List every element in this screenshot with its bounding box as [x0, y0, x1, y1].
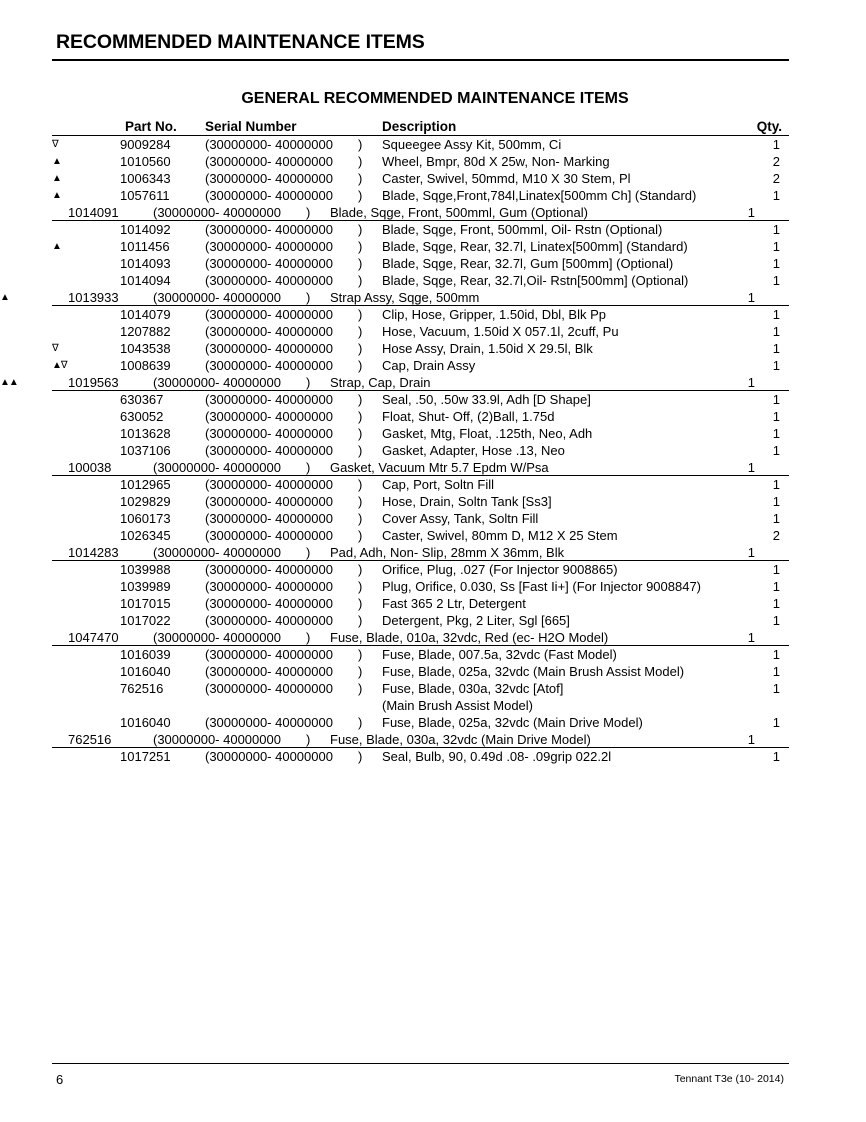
table-row — [0, 493, 866, 510]
serial-range: (30000000- 40000000 — [205, 715, 333, 730]
symbol-marker: ▲∇ — [52, 360, 67, 371]
table-row — [0, 391, 866, 408]
quantity: 1 — [747, 545, 755, 560]
symbol-marker: ∇ — [52, 139, 58, 150]
part-description: Blade, Sqge, Front, 500mml, Oil- Rstn (Optional) — [382, 222, 663, 237]
serial-range-close: ) — [358, 562, 363, 577]
table-row — [0, 187, 866, 204]
symbol-marker: ▲ — [52, 190, 61, 201]
part-number: 1014093 — [120, 256, 171, 271]
serial-range-close: ) — [358, 443, 363, 458]
serial-range-close: ) — [358, 596, 363, 611]
table-row — [0, 748, 866, 765]
part-description: Fuse, Blade, 030a, 32vdc (Main Drive Model) — [330, 732, 591, 747]
serial-range-close: ) — [358, 188, 363, 203]
serial-range-close: ) — [358, 137, 363, 152]
serial-range: (30000000- 40000000 — [153, 545, 281, 560]
quantity: 1 — [772, 341, 780, 356]
serial-range-close: ) — [358, 477, 363, 492]
serial-range-close: ) — [358, 324, 363, 339]
part-description: Fuse, Blade, 010a, 32vdc, Red (ec- H2O Model) — [330, 630, 609, 645]
part-description: Fuse, Blade, 025a, 32vdc (Main Brush Assist Model) — [382, 664, 685, 679]
serial-range: (30000000- 40000000 — [153, 630, 281, 645]
part-number: 1014283 — [68, 545, 119, 560]
part-number: 1039988 — [120, 562, 171, 577]
part-description: Cap, Port, Soltn Fill — [382, 477, 494, 492]
table-row — [0, 408, 866, 425]
serial-range: (30000000- 40000000 — [205, 749, 333, 764]
quantity: 1 — [772, 137, 780, 152]
part-number: 1043538 — [120, 341, 171, 356]
serial-range: (30000000- 40000000 — [205, 443, 333, 458]
part-description: Blade, Sqge, Rear, 32.7l, Linatex[500mm] (Standard) — [382, 239, 688, 254]
part-number: 1016039 — [120, 647, 171, 662]
serial-range: (30000000- 40000000 — [205, 613, 333, 628]
document-info: Tennant T3e (10- 2014) — [674, 1073, 784, 1085]
part-description: Orifice, Plug, .027 (For Injector 9008865) — [382, 562, 618, 577]
serial-range-close: ) — [358, 154, 363, 169]
part-description: Fuse, Blade, 030a, 32vdc [Atof] (Main Brush Assist Model) — [382, 681, 564, 713]
quantity: 1 — [772, 664, 780, 679]
part-description: Plug, Orifice, 0.030, Ss [Fast Ii+] (For Injector 9008847) — [382, 579, 702, 594]
quantity: 1 — [772, 681, 780, 696]
quantity: 1 — [747, 205, 755, 220]
part-description: Gasket, Adapter, Hose .13, Neo — [382, 443, 565, 458]
serial-range: (30000000- 40000000 — [205, 171, 333, 186]
serial-range: (30000000- 40000000 — [205, 307, 333, 322]
part-number: 1057611 — [120, 188, 170, 203]
quantity: 1 — [772, 426, 780, 441]
table-row — [0, 153, 866, 170]
serial-range: (30000000- 40000000 — [205, 647, 333, 662]
symbol-marker: ▲ — [52, 241, 61, 252]
part-number: 1012965 — [120, 477, 171, 492]
serial-range-close: ) — [358, 749, 363, 764]
quantity: 1 — [747, 460, 755, 475]
serial-range: (30000000- 40000000 — [153, 290, 281, 305]
part-description: Hose Assy, Drain, 1.50id X 29.5l, Blk — [382, 341, 593, 356]
serial-range: (30000000- 40000000 — [205, 188, 333, 203]
serial-range: (30000000- 40000000 — [205, 681, 333, 696]
part-number: 1006343 — [120, 171, 171, 186]
part-description: Detergent, Pkg, 2 Liter, Sgl [665] — [382, 613, 570, 628]
part-number: 1014091 — [68, 205, 119, 220]
page-number: 6 — [56, 1072, 64, 1087]
table-header — [0, 119, 866, 135]
serial-range: (30000000- 40000000 — [205, 477, 333, 492]
part-description: Blade, Sqge, Rear, 32.7l,Oil- Rstn[500mm] (Optional) — [382, 273, 689, 288]
serial-range: (30000000- 40000000 — [205, 341, 333, 356]
section-title: GENERAL RECOMMENDED MAINTENANCE ITEMS — [241, 90, 629, 107]
part-number: 1013933 — [68, 290, 119, 305]
quantity: 1 — [747, 375, 755, 390]
table-row — [0, 612, 866, 629]
serial-range-close: ) — [306, 375, 311, 390]
serial-range-close: ) — [358, 273, 363, 288]
table-row — [0, 680, 866, 714]
quantity: 1 — [772, 256, 780, 271]
serial-range-close: ) — [358, 664, 363, 679]
table-row — [0, 238, 866, 255]
footer-divider — [52, 1063, 789, 1064]
table-row — [0, 578, 866, 595]
table-row — [0, 476, 866, 493]
serial-range-close: ) — [306, 732, 311, 747]
serial-range-close: ) — [358, 613, 363, 628]
part-number: 1010560 — [120, 154, 171, 169]
serial-range: (30000000- 40000000 — [205, 426, 333, 441]
column-header-part-no: Part No. — [125, 119, 177, 134]
quantity: 1 — [772, 579, 780, 594]
part-description: Seal, .50, .50w 33.9l, Adh [D Shape] — [382, 392, 591, 407]
part-description: Blade, Sqge, Rear, 32.7l, Gum [500mm] (Optional) — [382, 256, 674, 271]
serial-range-close: ) — [358, 358, 363, 373]
symbol-marker: ▲ — [52, 173, 61, 184]
column-header-serial-number: Serial Number — [205, 119, 297, 134]
part-number: 1016040 — [120, 664, 171, 679]
quantity: 1 — [772, 613, 780, 628]
serial-range-close: ) — [358, 256, 363, 271]
table-row — [0, 714, 866, 731]
serial-range: (30000000- 40000000 — [205, 154, 333, 169]
quantity: 1 — [747, 732, 755, 747]
part-number: 1014092 — [120, 222, 171, 237]
symbol-marker: ▲▲ — [0, 377, 18, 388]
part-number: 1016040 — [120, 715, 171, 730]
serial-range-close: ) — [358, 171, 363, 186]
table-row — [52, 544, 789, 561]
serial-range: (30000000- 40000000 — [205, 596, 333, 611]
serial-range: (30000000- 40000000 — [153, 460, 281, 475]
table-row — [0, 272, 866, 289]
table-row — [52, 629, 789, 646]
serial-range-close: ) — [358, 409, 363, 424]
quantity: 1 — [772, 222, 780, 237]
quantity: 1 — [772, 358, 780, 373]
quantity: 1 — [772, 494, 780, 509]
part-description: Fuse, Blade, 007.5a, 32vdc (Fast Model) — [382, 647, 617, 662]
serial-range: (30000000- 40000000 — [205, 579, 333, 594]
serial-range: (30000000- 40000000 — [205, 222, 333, 237]
quantity: 1 — [772, 273, 780, 288]
quantity: 1 — [772, 409, 780, 424]
part-description: Gasket, Mtg, Float, .125th, Neo, Adh — [382, 426, 593, 441]
table-row — [52, 204, 789, 221]
part-number: 1017251 — [120, 749, 171, 764]
part-description: Hose, Drain, Soltn Tank [Ss3] — [382, 494, 552, 509]
part-number: 1029829 — [120, 494, 171, 509]
serial-range-close: ) — [306, 630, 311, 645]
serial-range-close: ) — [306, 290, 311, 305]
part-number: 630052 — [120, 409, 164, 424]
symbol-marker: ▲ — [0, 292, 9, 303]
title-divider — [52, 59, 789, 61]
table-row — [0, 663, 866, 680]
part-description: Strap Assy, Sqge, 500mm — [330, 290, 480, 305]
table-row — [0, 527, 866, 544]
table-row — [0, 170, 866, 187]
table-row — [0, 221, 866, 238]
part-number: 1037106 — [120, 443, 171, 458]
table-row — [0, 561, 866, 578]
part-number: 1008639 — [120, 358, 171, 373]
quantity: 1 — [747, 630, 755, 645]
serial-range-close: ) — [358, 715, 363, 730]
serial-range-close: ) — [358, 392, 363, 407]
part-description: Fuse, Blade, 025a, 32vdc (Main Drive Model) — [382, 715, 643, 730]
part-number: 9009284 — [120, 137, 171, 152]
part-description: Pad, Adh, Non- Slip, 28mm X 36mm, Blk — [330, 545, 565, 560]
serial-range-close: ) — [358, 579, 363, 594]
symbol-marker: ∇ — [52, 343, 58, 354]
serial-range-close: ) — [306, 460, 311, 475]
serial-range-close: ) — [306, 205, 311, 220]
quantity: 1 — [772, 307, 780, 322]
serial-range: (30000000- 40000000 — [205, 664, 333, 679]
serial-range-close: ) — [358, 307, 363, 322]
quantity: 2 — [772, 528, 780, 543]
serial-range-close: ) — [358, 239, 363, 254]
part-description: Blade, Sqge, Front, 500mml, Gum (Optional) — [330, 205, 588, 220]
serial-range-close: ) — [358, 222, 363, 237]
part-description: Cap, Drain Assy — [382, 358, 476, 373]
part-description: Strap, Cap, Drain — [330, 375, 431, 390]
serial-range: (30000000- 40000000 — [205, 273, 333, 288]
part-description: Caster, Swivel, 80mm D, M12 X 25 Stem — [382, 528, 618, 543]
serial-range-close: ) — [358, 528, 363, 543]
table-row — [0, 442, 866, 459]
part-description: Cover Assy, Tank, Soltn Fill — [382, 511, 539, 526]
serial-range: (30000000- 40000000 — [205, 392, 333, 407]
serial-range: (30000000- 40000000 — [205, 358, 333, 373]
serial-range: (30000000- 40000000 — [205, 511, 333, 526]
column-header-description: Description — [382, 119, 457, 134]
part-description: Wheel, Bmpr, 80d X 25w, Non- Marking — [382, 154, 610, 169]
part-number: 1047470 — [68, 630, 119, 645]
part-description: Caster, Swivel, 50mmd, M10 X 30 Stem, Pl — [382, 171, 631, 186]
part-number: 762516 — [68, 732, 112, 747]
table-row — [0, 255, 866, 272]
serial-range: (30000000- 40000000 — [205, 494, 333, 509]
serial-range: (30000000- 40000000 — [205, 239, 333, 254]
serial-range: (30000000- 40000000 — [205, 409, 333, 424]
quantity: 1 — [772, 562, 780, 577]
part-description: Seal, Bulb, 90, 0.49d .08- .09grip 022.2l — [382, 749, 612, 764]
quantity: 1 — [772, 715, 780, 730]
part-number: 630367 — [120, 392, 164, 407]
part-description: Clip, Hose, Gripper, 1.50id, Dbl, Blk Pp — [382, 307, 606, 322]
part-description: Gasket, Vacuum Mtr 5.7 Epdm W/Psa — [330, 460, 549, 475]
part-number: 1013628 — [120, 426, 171, 441]
part-description: Hose, Vacuum, 1.50id X 057.1l, 2cuff, Pu — [382, 324, 619, 339]
quantity: 1 — [772, 443, 780, 458]
table-row — [0, 340, 866, 357]
quantity: 1 — [747, 290, 755, 305]
table-row — [0, 136, 866, 153]
table-row — [0, 646, 866, 663]
serial-range: (30000000- 40000000 — [205, 324, 333, 339]
serial-range-close: ) — [358, 426, 363, 441]
quantity: 1 — [772, 749, 780, 764]
serial-range: (30000000- 40000000 — [205, 562, 333, 577]
part-description: Float, Shut- Off, (2)Ball, 1.75d — [382, 409, 555, 424]
quantity: 1 — [772, 647, 780, 662]
table-row — [52, 731, 789, 748]
table-row — [0, 306, 866, 323]
part-number: 1207882 — [120, 324, 171, 339]
quantity: 1 — [772, 392, 780, 407]
quantity: 1 — [772, 188, 780, 203]
serial-range-close: ) — [358, 341, 363, 356]
serial-range: (30000000- 40000000 — [153, 732, 281, 747]
serial-range-close: ) — [358, 647, 363, 662]
part-number: 1017022 — [120, 613, 171, 628]
parts-table — [0, 136, 866, 765]
serial-range-close: ) — [358, 494, 363, 509]
serial-range-close: ) — [358, 511, 363, 526]
part-number: 100038 — [68, 460, 112, 475]
quantity: 2 — [772, 154, 780, 169]
table-row — [0, 374, 789, 391]
part-number: 1039989 — [120, 579, 171, 594]
part-description: Squeegee Assy Kit, 500mm, Ci — [382, 137, 562, 152]
part-number: 1060173 — [120, 511, 171, 526]
table-row — [0, 510, 866, 527]
serial-range-close: ) — [306, 545, 311, 560]
serial-range-close: ) — [358, 681, 363, 696]
quantity: 2 — [772, 171, 780, 186]
quantity: 1 — [772, 596, 780, 611]
part-number: 1014079 — [120, 307, 171, 322]
part-number: 1017015 — [120, 596, 171, 611]
part-number: 762516 — [120, 681, 164, 696]
table-row — [0, 425, 866, 442]
symbol-marker: ▲ — [52, 156, 61, 167]
table-row — [52, 459, 789, 476]
page-title: RECOMMENDED MAINTENANCE ITEMS — [56, 31, 425, 53]
column-header-qty: Qty. — [756, 119, 782, 134]
serial-range: (30000000- 40000000 — [205, 528, 333, 543]
quantity: 1 — [772, 511, 780, 526]
part-number: 1011456 — [120, 239, 170, 254]
serial-range: (30000000- 40000000 — [205, 137, 333, 152]
quantity: 1 — [772, 239, 780, 254]
serial-range: (30000000- 40000000 — [153, 205, 281, 220]
table-row — [0, 595, 866, 612]
part-number: 1014094 — [120, 273, 171, 288]
table-row — [0, 323, 866, 340]
table-row — [0, 357, 866, 374]
part-description: Fast 365 2 Ltr, Detergent — [382, 596, 526, 611]
part-description: Blade, Sqge,Front,784l,Linatex[500mm Ch] (Standard) — [382, 188, 697, 203]
part-number: 1026345 — [120, 528, 171, 543]
serial-range: (30000000- 40000000 — [205, 256, 333, 271]
quantity: 1 — [772, 477, 780, 492]
table-row — [0, 289, 789, 306]
serial-range: (30000000- 40000000 — [153, 375, 281, 390]
part-number: 1019563 — [68, 375, 119, 390]
quantity: 1 — [772, 324, 780, 339]
